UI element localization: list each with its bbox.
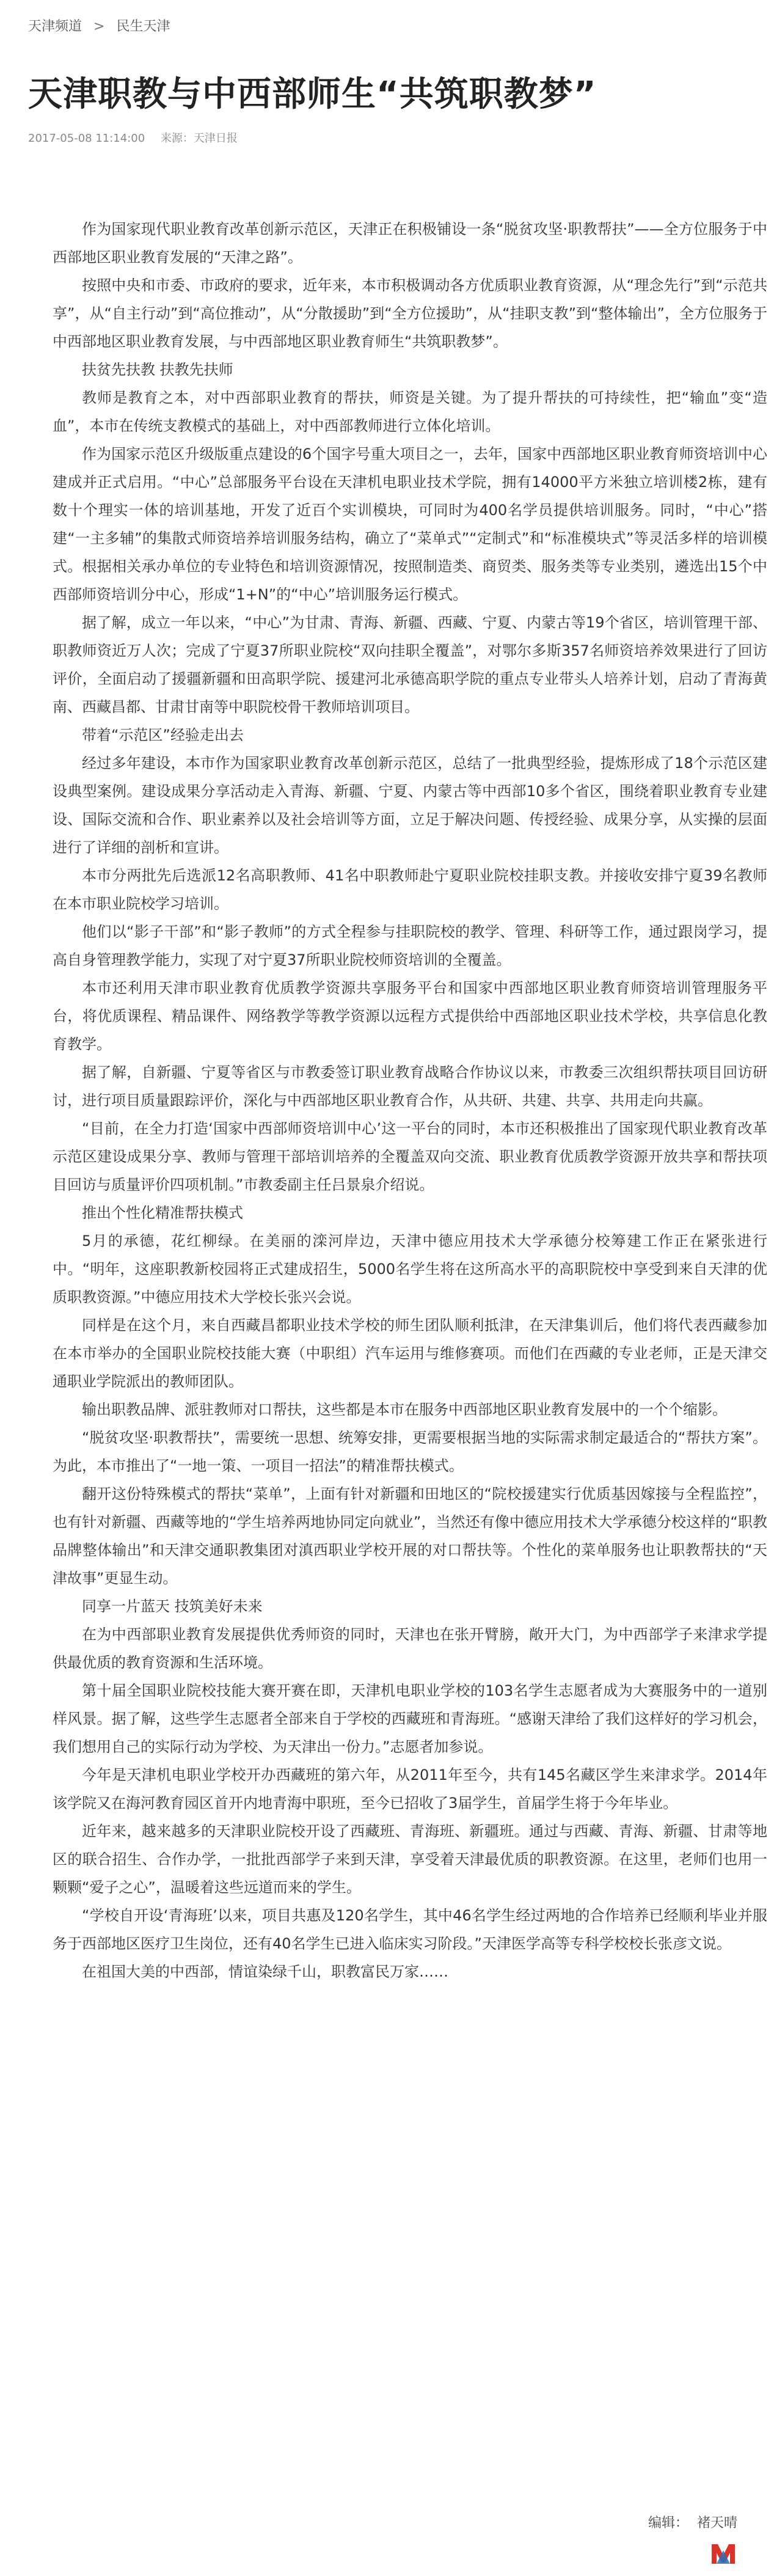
article-paragraph: 作为国家示范区升级版重点建设的6个国字号重大项目之一，去年，国家中西部地区职业教育师资培训中心建成并正式启用。“中心”总部服务平台设在天津机电职业技术学院，拥有14000平方米独立培训楼2栋，建有数十个理实一体的培训基地，开发了近百个实训模块，可同时为400名学员提供培训服务。同时，“中心”搭建“一主多辅”的集散式师资培养培训服务结构，确立了“菜单式”“定制式”和“标准模块式”等灵活多样的培训模式。根据相关承办单位的专业特色和培训资源情况，按照制造类、商贸类、服务类等专业类别，遴选出15个中西部师资培训分中心，形成“1+N”的“中心”培训服务运行模式。 <box>53 445 767 603</box>
editor-name: 褚天晴 <box>696 2516 737 2531</box>
article-paragraph: 在祖国大美的中西部，情谊染绿千山，职教富民万家…… <box>82 1963 448 1980</box>
article-paragraph: “目前，在全力打造‘国家中西部师资培训中心’这一平台的同时，本市还积极推出了国家现代职业教育改革示范区建设成果分享、教师与管理干部培训培养的全覆盖双向交流、职业教育优质教学资源开放共享和帮扶项目回访与质量评价四项机制。”市教委副主任吕景泉介绍说。 <box>53 1120 767 1193</box>
article-paragraph: 5月的承德，花红柳绿。在美丽的滦河岸边，天津中德应用技术大学承德分校筹建工作正在紧张进行中。“明年，这座职教新校园将正式建成招生，5000名学生将在这所高水平的高职院校中享受到来自天津的优质职教资源。”中德应用技术大学校长张兴会说。 <box>53 1232 767 1306</box>
article-paragraph: 据了解，自新疆、宁夏等省区与市教委签订职业教育战略合作协议以来，市教委三次组织帮扶项目回访研讨，进行项目质量跟踪评价，深化与中西部地区职业教育合作，从共研、共建、共享、共用走向共赢。 <box>53 1064 767 1109</box>
article-title: 天津职教与中西部师生“共筑职教梦” <box>28 75 597 114</box>
article-meta <box>28 130 238 145</box>
article-paragraph: 作为国家现代职业教育改革创新示范区，天津正在积极铺设一条“脱贫攻坚·职教帮扶”——全方位服务于中西部地区职业教育发展的“天津之路”。 <box>53 221 767 266</box>
article-paragraph: “学校自开设‘青海班’以来，项目共惠及120名学生，其中46名学生经过两地的合作培养已经顺利毕业并服务于西部地区医疗卫生岗位，还有40名学生已进入临床实习阶段。”天津医学高等专科学校校长张彦文说。 <box>53 1907 767 1952</box>
breadcrumb-section-link[interactable]: 民生天津 <box>116 19 170 34</box>
source-label: 来源： <box>160 132 194 145</box>
article-body <box>53 215 767 1986</box>
brand-logo-icon <box>709 2539 737 2567</box>
article-paragraph: 本市分两批先后选派12名高职教师、41名中职教师赴宁夏职业院校挂职支教。并接收安排宁夏39名教师在本市职业院校学习培训。 <box>53 867 767 912</box>
editor-label: 编辑： <box>648 2516 688 2531</box>
breadcrumb-home-link[interactable]: 天津频道 <box>28 19 82 34</box>
article-paragraph: 翻开这份特殊模式的帮扶“菜单”，上面有针对新疆和田地区的“院校援建实行优质基因嫁接与全程监控”，也有针对新疆、西藏等地的“学生培养两地协同定向就业”，当然还有像中德应用技术大学承德分校这样的“职教品牌整体输出”和天津交通职教集团对滇西职业学校开展的对口帮扶等。个性化的菜单服务也让职教帮扶的“天津故事”更显生动。 <box>53 1485 767 1587</box>
article-paragraph: 同享一片蓝天 技筑美好未来 <box>82 1598 263 1615</box>
article-paragraph: 同样是在这个月，来自西藏昌都职业技术学校的师生团队顺利抵津，在天津集训后，他们将代表西藏参加在本市举办的全国职业院校技能大赛（中职组）汽车运用与维修赛项。而他们在西藏的专业老师，正是天津交通职业学院派出的教师团队。 <box>53 1317 767 1390</box>
article-paragraph: 推出个性化精准帮扶模式 <box>82 1204 243 1221</box>
article-paragraph: 经过多年建设，本市作为国家职业教育改革创新示范区，总结了一批典型经验，提炼形成了18个示范区建设典型案例。建设成果分享活动走入青海、新疆、宁夏、内蒙古等中西部10多个省区，围绕着职业教育专业建设、国际交流和合作、职业素养以及社会培训等方面，立足于解决问题、传授经验、成果分享，从实操的层面进行了详细的剖析和宣讲。 <box>53 755 767 856</box>
breadcrumb <box>28 16 170 35</box>
article-paragraph: 今年是天津机电职业学校开办西藏班的第六年，从2011年至今，共有145名藏区学生来津求学。2014年该学院又在海河教育园区首开内地青海中职班，至今已招收了3届学生，首届学生将于今年毕业。 <box>53 1766 767 1812</box>
article-paragraph: 输出职教品牌、派驻教师对口帮扶，这些都是本市在服务中西部地区职业教育发展中的一个个缩影。 <box>82 1401 727 1418</box>
article-footer <box>648 2512 737 2531</box>
article-paragraph: “脱贫攻坚·职教帮扶”，需要统一思想、统筹安排，更需要根据当地的实际需求制定最适合的“帮扶方案”。为此，本市推出了“一地一策、一项目一招法”的精准帮扶模式。 <box>53 1429 767 1474</box>
article-paragraph: 带着“示范区”经验走出去 <box>82 726 244 744</box>
publish-date: 2017-05-08 11:14:00 <box>28 132 145 145</box>
article-paragraph: 教师是教育之本，对中西部职业教育的帮扶，师资是关键。为了提升帮扶的可持续性，把“输血”变“造血”，本市在传统支教模式的基础上，对中西部教师进行立体化培训。 <box>53 389 767 434</box>
article-paragraph: 扶贫先扶教 扶教先扶师 <box>82 361 233 378</box>
source-name: 天津日报 <box>193 132 238 145</box>
article-paragraph: 第十届全国职业院校技能大赛开赛在即，天津机电职业学校的103名学生志愿者成为大赛服务中的一道别样风景。据了解，这些学生志愿者全部来自于学校的西藏班和青海班。“感谢天津给了我们这样好的学习机会，我们想用自己的实际行动为学校、为天津出一份力。”志愿者加参说。 <box>53 1682 767 1755</box>
article-paragraph: 按照中央和市委、市政府的要求，近年来，本市积极调动各方优质职业教育资源，从“理念先行”到“示范共享”，从“自主行动”到“高位推动”，从“分散援助”到“全方位援助”，从“挂职支教”到“整体输出”，全方位服务于中西部地区职业教育发展，与中西部地区职业教育师生“共筑职教梦”。 <box>53 277 767 350</box>
article-paragraph: 近年来，越来越多的天津职业院校开设了西藏班、青海班、新疆班。通过与西藏、青海、新疆、甘肃等地区的联合招生、合作办学，一批批西部学子来到天津，享受着天津最优质的职教资源。在这里，老师们也用一颗颗“爱子之心”，温暖着这些远道而来的学生。 <box>53 1823 767 1896</box>
article-paragraph: 在为中西部职业教育发展提供优秀师资的同时，天津也在张开臂膀，敞开大门，为中西部学子来津求学提供最优质的教育资源和生活环境。 <box>53 1626 767 1671</box>
article-paragraph: 据了解，成立一年以来，“中心”为甘肃、青海、新疆、西藏、宁夏、内蒙古等19个省区，培训管理干部、职教师资近万人次；完成了宁夏37所职业院校“双向挂职全覆盖”，对鄂尔多斯357名师资培养效果进行了回访评价，全面启动了援疆新疆和田高职学院、援建河北承德高职学院的重点专业带头人培养计划，启动了青海黄南、西藏昌都、甘肃甘南等中职院校骨干教师培训项目。 <box>53 614 767 715</box>
article-paragraph: 他们以“影子干部”和“影子教师”的方式全程参与挂职院校的教学、管理、科研等工作，通过跟岗学习，提高自身管理教学能力，实现了对宁夏37所职业院校师资培训的全覆盖。 <box>53 923 767 968</box>
breadcrumb-separator: > <box>93 19 105 34</box>
article-paragraph: 本市还利用天津市职业教育优质教学资源共享服务平台和国家中西部地区职业教育师资培训管理服务平台，将优质课程、精品课件、网络教学等教学资源以远程方式提供给中西部地区职业技术学校，共享信息化教育教学。 <box>53 979 767 1053</box>
